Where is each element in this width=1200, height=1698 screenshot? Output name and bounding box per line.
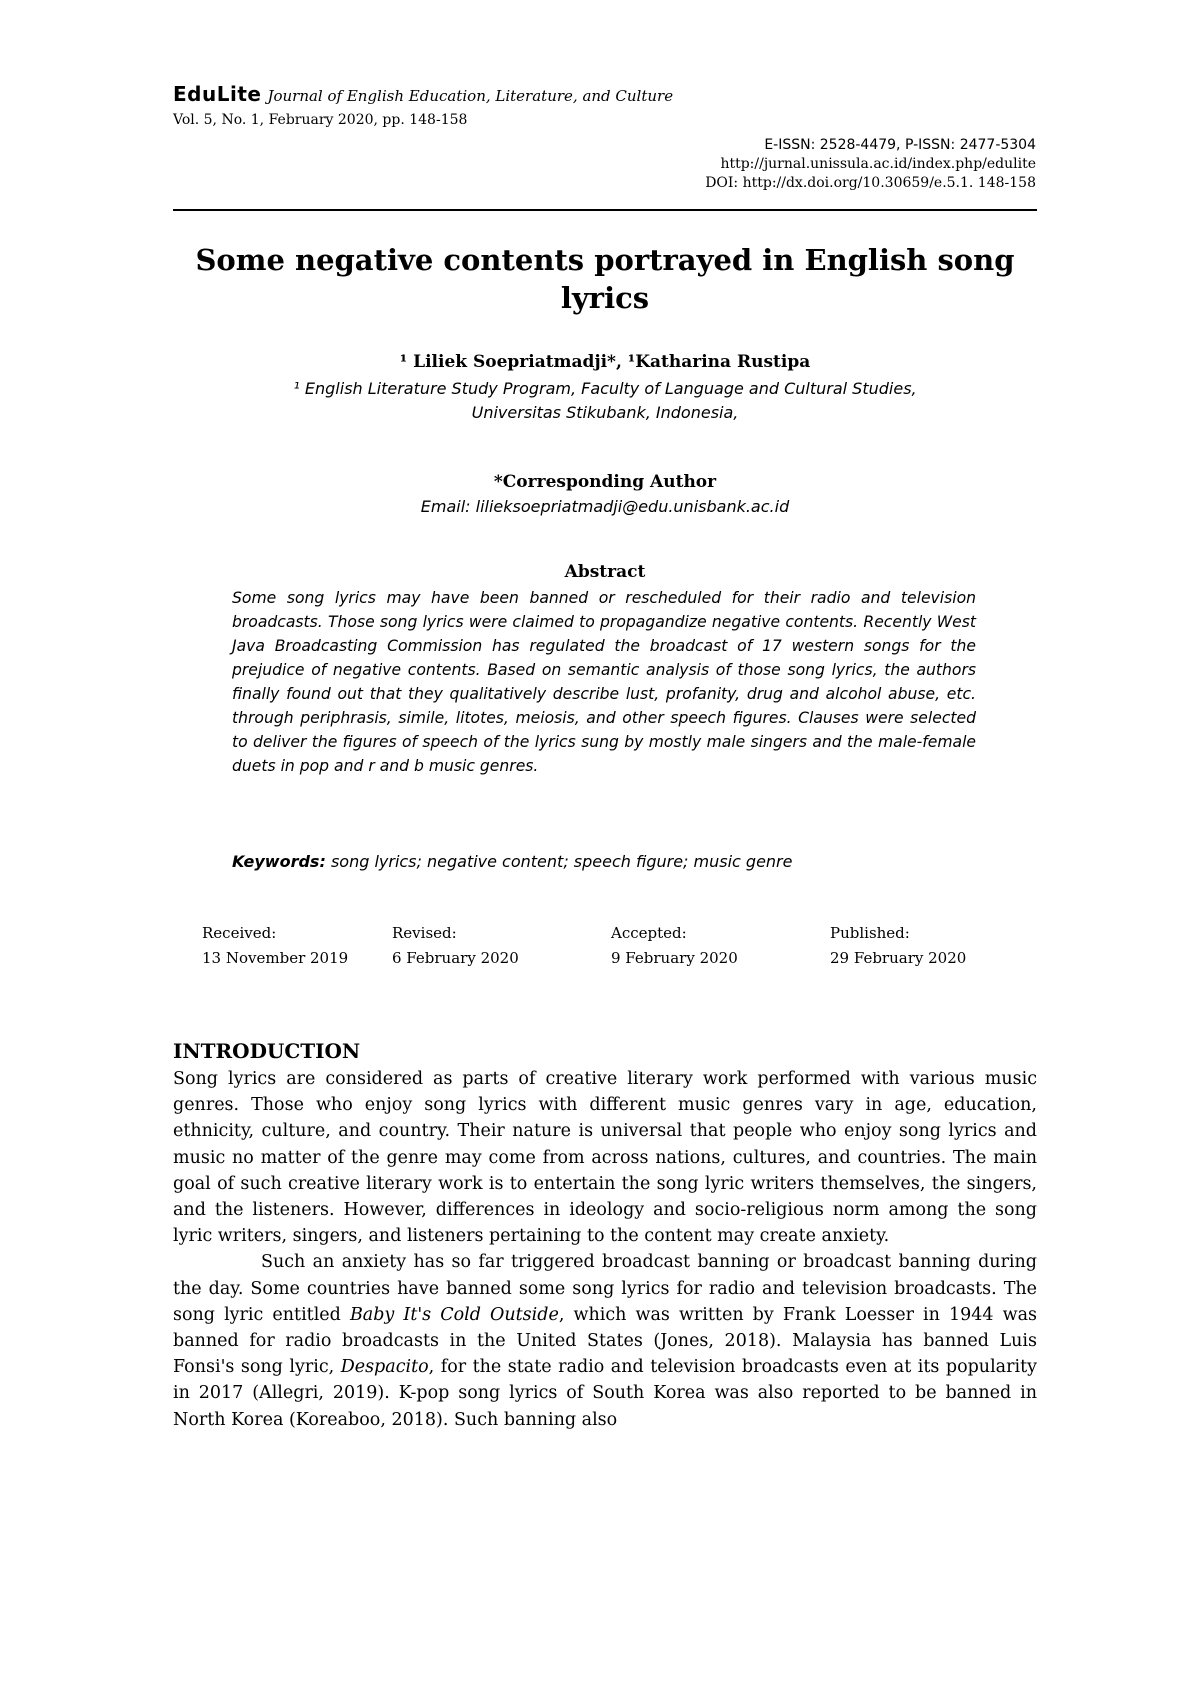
date-label: Accepted: bbox=[611, 924, 687, 942]
volume-info: Vol. 5, No. 1, February 2020, pp. 148-158 bbox=[173, 112, 468, 128]
paragraph-text: , for the state radio and television broadcasts even at its popularity in 2017 (Allegri, 2019). K-pop song lyrics of South Korea was also reported to be banned in North Korea (Koreaboo, 2018). Such banning also bbox=[173, 1357, 1037, 1430]
introduction-heading: INTRODUCTION bbox=[173, 1039, 361, 1063]
corresponding-author-label: *Corresponding Author bbox=[493, 472, 717, 492]
intro-paragraph-1: Song lyrics are considered as parts of creative literary work performed with various music genres. Those who enjoy song lyrics with different music genres vary in age, education, ethnicity, culture, and country. Their nature is universal that people who enjoy song lyrics and music no matter of the genre may come from across nations, cultures, and countries. The main goal of such creative literary work is to entertain the song lyric writers themselves, the singers, and the listeners. However, differences in ideology and socio-religious norm among the song lyric writers, singers, and listeners pertaining to the content may create anxiety. bbox=[173, 1069, 1037, 1247]
journal-name: Journal of English Education, Literature, and Culture bbox=[267, 87, 674, 105]
authors: ¹ Liliek Soepriatmadji*, ¹Katharina Rustipa bbox=[399, 352, 811, 372]
journal-brand: EduLite bbox=[173, 82, 262, 106]
date-received bbox=[202, 921, 348, 971]
issn: E-ISSN: 2528-4479, P-ISSN: 2477-5304 bbox=[764, 137, 1036, 153]
abstract-text: Some song lyrics may have been banned or rescheduled for their radio and television broadcasts. Those song lyrics were claimed to propagandize negative contents. Recently West Java Broadcasting Commission has regulated the broadcast of 17 western songs for the prejudice of negative contents. Based on semantic analysis of those song lyrics, the authors finally found out that they qualitatively describe lust, profanity, drug and alcohol abuse, etc. through periphrasis, simile, litotes, meiosis, and other speech figures. Clauses were selected to deliver the figures of speech of the lyrics sung by mostly male singers and the male-female duets in pop and r and b music genres. bbox=[232, 589, 976, 775]
date-value: 6 February 2020 bbox=[392, 949, 519, 967]
keywords-label: Keywords: bbox=[232, 852, 326, 871]
keywords bbox=[232, 852, 792, 871]
date-label: Received: bbox=[202, 924, 277, 942]
publication-meta bbox=[705, 136, 1036, 193]
affiliation-line-1: ¹ English Literature Study Program, Faculty of Language and Cultural Studies, bbox=[293, 379, 917, 398]
doi[interactable]: DOI: http://dx.doi.org/10.30659/e.5.1. 148-158 bbox=[705, 175, 1036, 191]
date-value: 9 February 2020 bbox=[611, 949, 738, 967]
paragraph-text: , which was written by Frank Loesser in 1944 was banned for radio broadcasts in the United States (Jones, 2018). Malaysia has banned Luis Fonsi's song lyric, bbox=[173, 1304, 1037, 1378]
date-label: Revised: bbox=[392, 924, 457, 942]
journal-url[interactable]: http://jurnal.unissula.ac.id/index.php/edulite bbox=[720, 156, 1036, 172]
intro-paragraph-2 bbox=[173, 1249, 1037, 1432]
song-title: Despacito bbox=[340, 1357, 429, 1378]
date-value: 13 November 2019 bbox=[202, 949, 349, 967]
affiliation bbox=[173, 377, 1037, 425]
introduction-body bbox=[173, 1066, 1037, 1433]
date-published bbox=[830, 921, 966, 971]
corresponding-email[interactable]: Email: lilieksoepriatmadji@edu.unisbank.ac.id bbox=[420, 497, 790, 516]
header-rule bbox=[173, 209, 1037, 211]
keywords-text: song lyrics; negative content; speech figure; music genre bbox=[330, 852, 793, 871]
date-accepted bbox=[611, 921, 738, 971]
paragraph-text: Such an anxiety has so far triggered broadcast banning or broadcast banning during the day. Some countries have banned some song lyrics for radio and television broadcasts. The song lyric entitled bbox=[173, 1252, 1037, 1325]
song-title: Baby It's Cold Outside bbox=[349, 1304, 559, 1325]
journal-header bbox=[173, 82, 673, 106]
date-label: Published: bbox=[830, 924, 910, 942]
article-title: Some negative contents portrayed in English song lyrics bbox=[195, 243, 1015, 315]
date-revised bbox=[392, 921, 519, 971]
date-value: 29 February 2020 bbox=[830, 949, 967, 967]
affiliation-line-2: Universitas Stikubank, Indonesia, bbox=[471, 403, 739, 422]
abstract-heading: Abstract bbox=[564, 562, 646, 582]
